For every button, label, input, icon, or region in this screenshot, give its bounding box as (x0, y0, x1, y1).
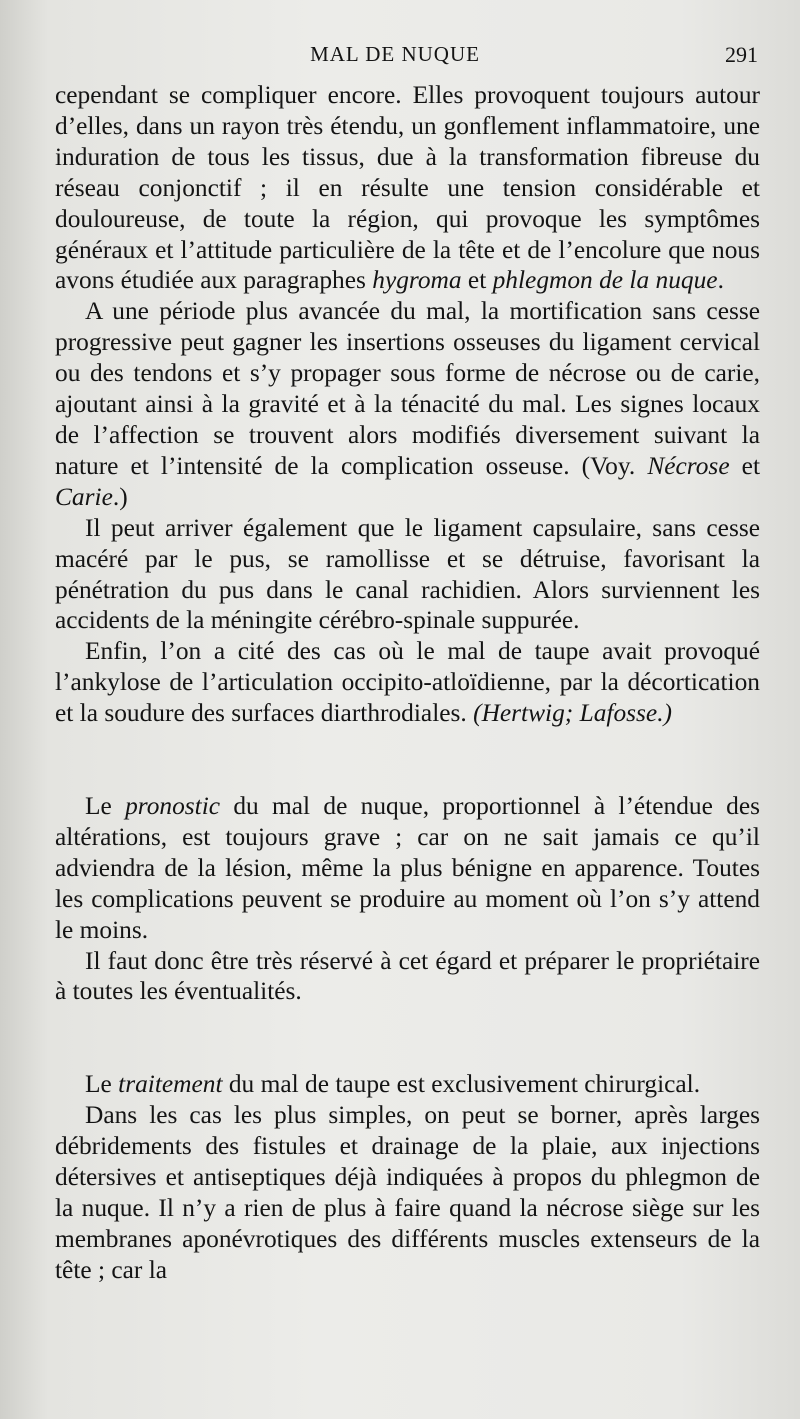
paragraph-text: .) (112, 482, 128, 511)
paragraph-8 (55, 1100, 760, 1285)
paragraph-4 (55, 636, 760, 729)
paragraph-3 (55, 513, 760, 637)
running-head (0, 42, 800, 72)
italic-term: Nécrose (647, 451, 730, 480)
paragraph-text: du mal de nuque, proportionnel à l’étendue des altérations, est toujours grave ; car on ne sait jamais ce qu’il adviendra de la lésion, même la plus bénigne en apparence. Toutes les complications peuvent se produire au moment où l’on s’y attend le moins. (55, 792, 760, 944)
paragraph-text: Le (85, 792, 126, 821)
italic-term: pronostic (125, 792, 221, 821)
paragraph-text: du mal de taupe est exclusivement chirurgical. (222, 1070, 701, 1099)
paragraph-2 (55, 296, 760, 512)
paragraph-1 (55, 80, 760, 296)
body-text (55, 80, 760, 1286)
page-number: 291 (725, 42, 758, 67)
paragraph-text: A une période plus avancée du mal, la mortification sans cesse progressive peut gagner les insertions osseuses du ligament cervical ou des tendons et s’y propager sous forme de nécrose ou de carie, ajoutant ainsi à la gravité et à la ténacité du mal. Les signes locaux de l’affection se trouvent alors modifiés diversement suivant la nature et l’intensité de la complication osseuse. (Voy. (55, 297, 760, 480)
paragraph-text: Il faut donc être très réservé à cet égard et préparer le propriétaire à toutes les éventualités. (55, 946, 760, 1006)
paragraph-text: Enfin, l’on a cité des cas où le mal de taupe avait provoqué l’ankylose de l’articulation occipito-atloïdienne, par la décortication et la soudure des surfaces diarthrodiales. (55, 637, 760, 728)
paragraph-text: Il peut arriver également que le ligament capsulaire, sans cesse macéré par le pus, se ramollisse et se détruise, favorisant la pénétration du pus dans le canal rachidien. Alors surviennent les accidents de la méningite cérébro-spinale suppurée. (55, 513, 760, 635)
italic-term: traitement (118, 1070, 223, 1099)
citation: (Hertwig; Lafosse.) (473, 699, 672, 728)
section-gap (55, 1007, 760, 1069)
paragraph-text: et (461, 266, 493, 295)
section-gap (55, 729, 760, 791)
paragraph-6 (55, 946, 760, 1008)
italic-term: phlegmon de la nuque (492, 266, 718, 295)
italic-term: Carie (55, 482, 113, 511)
paragraph-text: Le (85, 1070, 119, 1099)
paragraph-5 (55, 791, 760, 946)
italic-term: hygroma (372, 266, 462, 295)
paragraph-text: Dans les cas les plus simples, on peut se borner, après larges débridements des fistules et drainage de la plaie, aux injections détersives et antiseptiques déjà indiquées à propos du phlegmon de la nuque. Il n’y a rien de plus à faire quand la nécrose siège sur les membranes aponévrotiques des différents muscles extenseurs de la tête ; car la (55, 1101, 760, 1284)
paragraph-text: cependant se compliquer encore. Elles provoquent toujours autour d’elles, dans un rayon très étendu, un gonflement inflammatoire, une induration de tous les tissus, due à la transformation fibreuse du réseau conjonctif ; il en résulte une tension considérable et douloureuse, de toute la région, qui provoque les symptômes généraux et l’attitude particulière de la tête et de l’encolure que nous avons étudiée aux paragraphes (55, 81, 760, 295)
paragraph-7 (55, 1069, 760, 1100)
paragraph-text: . (717, 266, 724, 295)
running-title: MAL DE NUQUE (310, 42, 480, 66)
paragraph-text: et (729, 451, 760, 480)
